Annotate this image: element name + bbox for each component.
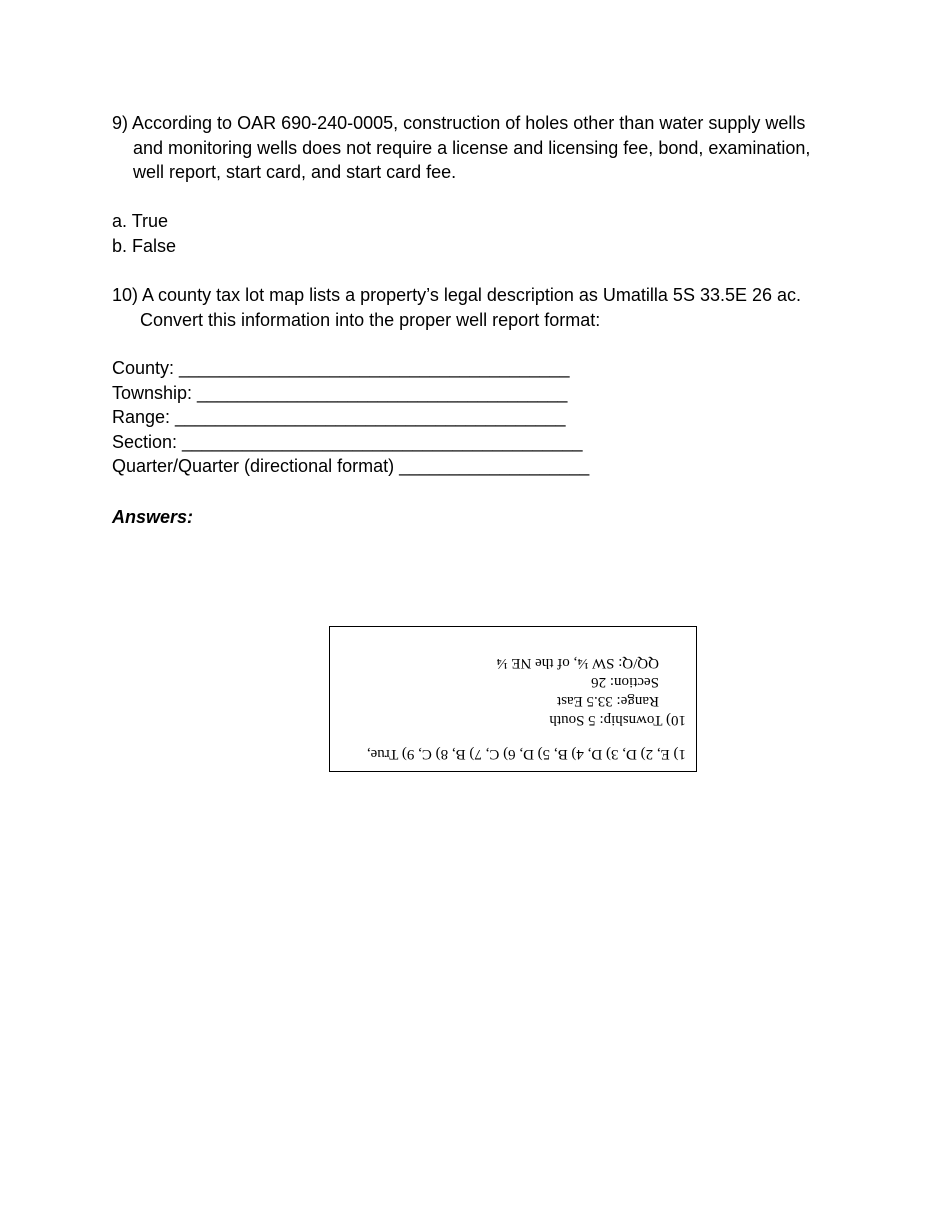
- answer-key-line-5: QQ/Q: SW ¼, of the NE ¼: [496, 655, 659, 671]
- option-false: b. False: [112, 235, 177, 256]
- question-9-line-1: 9) According to OAR 690-240-0005, construction of holes other than water supply wells: [112, 113, 806, 133]
- answer-key-upside-down: [330, 627, 696, 771]
- answer-key-line-4: Section: 26: [591, 674, 659, 690]
- answers-heading: Answers:: [112, 507, 194, 527]
- question-9-line-3: well report, start card, and start card fee.: [133, 162, 457, 182]
- question-10-line-1: 10) A county tax lot map lists a property’s legal description as Umatilla 5S 33.5E 26 ac.: [112, 285, 802, 305]
- field-range: Range: _______________________________________: [112, 407, 566, 427]
- answer-key-line-2: 10) Township: 5 South: [549, 712, 686, 728]
- answer-key-line-1: 1) E, 2) D, 3) D, 4) B, 5) D, 6) C, 7) B, 8) C, 9) True,: [366, 746, 686, 762]
- field-section: Section: ________________________________________: [112, 431, 583, 452]
- question-10-line-2: Convert this information into the proper well report format:: [140, 309, 601, 330]
- question-9: [112, 111, 872, 185]
- question-9-options: [112, 209, 176, 258]
- question-9-line-2: and monitoring wells does not require a license and licensing fee, bond, examination,: [133, 137, 811, 158]
- answer-key-box: [329, 626, 697, 772]
- well-report-fields: [112, 356, 589, 479]
- field-township: Township: _____________________________________: [112, 382, 568, 403]
- option-true: a. True: [112, 211, 169, 231]
- question-10: [112, 283, 872, 332]
- answer-key-line-3: Range: 33.5 East: [556, 693, 659, 709]
- field-county: County: _______________________________________: [112, 358, 570, 378]
- field-quarter-quarter: Quarter/Quarter (directional format) ___________________: [112, 456, 590, 476]
